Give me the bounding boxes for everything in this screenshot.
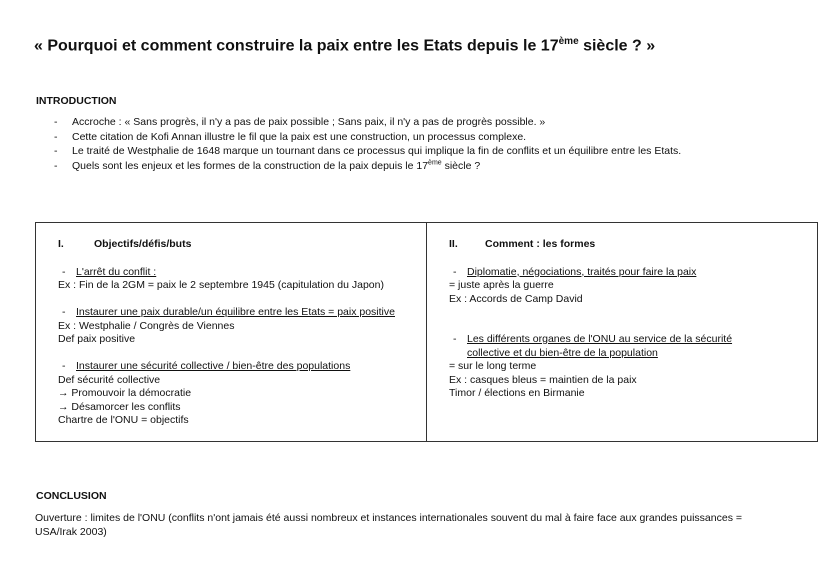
item-line: Ex : Westphalie / Congrès de Viennes [58,319,235,332]
item-line: Timor / élections en Birmanie [449,387,585,399]
section-title: Comment : les formes [485,238,596,250]
introduction-list [36,115,681,173]
item-line: Chartre de l'ONU = objectifs [58,414,189,426]
list-item-superscript: ème [428,159,442,166]
title-text-end: siècle ? » [578,37,656,55]
section-number: II. [449,238,458,250]
item-line: = juste après la guerre [449,279,554,291]
list-item-text-end: siècle ? [441,159,481,172]
item-title: - L'arrêt du conflit : [58,266,426,280]
item-title: - Instaurer une sécurité collective / bien-être des populations [58,360,426,374]
section-title: Objectifs/défis/buts [94,238,192,250]
item-line: → Désamorcer les conflits [58,400,181,413]
item-line: → Promouvoir la démocratie [58,387,192,399]
list-item: - Accroche : « Sans progrès, il n'y a pas de paix possible ; Sans paix, il n'y a pas de progrès possible. » [36,115,681,130]
list-item: - Le traité de Westphalie de 1648 marque un tournant dans ce processus qui implique la fin de conflits et un équilibre entre les Etats. [36,144,681,159]
list-item: - Cette citation de Kofi Annan illustre le fil que la paix est une construction, un processus complexe. [36,130,681,145]
title-superscript: ème [558,36,579,47]
title-text-start: « Pourquoi et comment construire la paix entre les Etats depuis le 17 [34,37,559,55]
column-heading [58,238,426,252]
table-column-right [426,223,817,441]
item-title: - Les différents organes de l'ONU au service de la sécurité [449,333,817,347]
list-item-text: Quels sont les enjeux et les formes de la construction de la paix depuis le 17 [72,159,429,172]
list-item [36,159,681,174]
item-title: - Instaurer une paix durable/un équilibre entre les Etats = paix positive [58,306,426,320]
page-title [34,36,655,55]
table-column-left [36,223,426,441]
section-number: I. [58,238,64,250]
introduction-heading: INTRODUCTION [36,95,117,107]
conclusion-text: Ouverture : limites de l'ONU (conflits n'ont jamais été aussi nombreux et instances internationales souvent du mal à faire face aux grandes puissances = USA/Irak 2003) [35,512,742,538]
item-line: Def sécurité collective [58,373,161,386]
item-line: Ex : casques bleus = maintien de la paix [449,373,637,386]
conclusion-heading: CONCLUSION [36,490,107,502]
column-heading [449,238,817,252]
plan-table [35,222,818,442]
item-line: = sur le long terme [449,360,537,372]
item-line: Ex : Fin de la 2GM = paix le 2 septembre 1945 (capitulation du Japon) [58,279,384,291]
item-line: Ex : Accords de Camp David [449,292,583,305]
item-line: Def paix positive [58,333,136,345]
item-title-continued: collective et du bien-être de la population [467,346,658,359]
item-title: - Diplomatie, négociations, traités pour faire la paix [449,266,817,280]
